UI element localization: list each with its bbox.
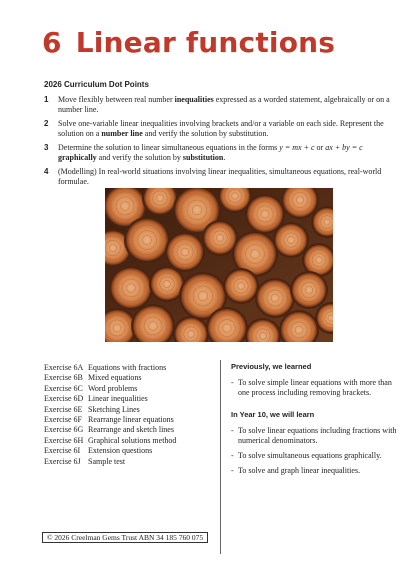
chapter-number: 6 — [42, 26, 62, 59]
copyright-footer: © 2026 Creelman Gems Trust ABN 34 185 760 075 — [42, 532, 208, 543]
column-divider — [220, 360, 221, 554]
chapter-title — [42, 26, 335, 59]
exercise-item — [44, 457, 176, 467]
timber-logs-illustration — [105, 188, 333, 342]
exercise-title: Sample test — [88, 456, 126, 466]
dot-point-number: 3 — [44, 143, 49, 152]
bullet-marker: - — [231, 378, 234, 387]
timber-logs-image — [105, 188, 333, 342]
learning-point-text: To solve and graph linear inequalities. — [238, 466, 361, 475]
bullet-marker: - — [231, 426, 234, 435]
dot-point-text — [58, 119, 396, 139]
exercise-list — [44, 363, 176, 467]
key-term: substitution — [182, 153, 224, 162]
equation-form: y = mx + c — [279, 143, 315, 152]
dot-point-item — [44, 119, 396, 139]
key-term: graphically — [58, 153, 97, 162]
previously-heading: Previously, we learned — [231, 362, 312, 371]
exercise-item — [44, 446, 176, 456]
learning-point — [231, 378, 399, 398]
learning-point-text: To solve linear equations including fractions with numerical denominators. — [238, 426, 397, 445]
exercise-item — [44, 373, 176, 383]
exercise-label: Exercise 6C — [44, 383, 83, 393]
dot-point-fragment: Determine the solution to linear simultaneous equations in the forms — [58, 143, 280, 152]
exercise-title: Extension questions — [88, 446, 153, 456]
learning-point-text: To solve simultaneous equations graphically. — [238, 451, 382, 460]
exercise-title: Word problems — [88, 383, 138, 393]
exercise-item — [44, 436, 176, 446]
dot-point-item — [44, 167, 396, 187]
curriculum-heading: 2026 Curriculum Dot Points — [44, 80, 149, 89]
dot-point-fragment: Move flexibly between real number — [58, 95, 175, 104]
curriculum-dot-points — [44, 95, 396, 191]
exercise-title: Linear inequalities — [88, 394, 148, 404]
exercise-title: Graphical solutions method — [88, 435, 177, 445]
dot-point-fragment: and verify the solution by substitution. — [142, 129, 269, 138]
dot-point-fragment: or — [314, 143, 326, 152]
exercise-item — [44, 363, 176, 373]
exercise-title: Equations with fractions — [88, 363, 167, 372]
dot-point-number: 1 — [44, 95, 49, 104]
dot-point-text — [58, 167, 396, 187]
exercise-item — [44, 415, 176, 425]
dot-point-fragment: expressed as a worded statement, algebraically or on a number line. — [58, 95, 390, 114]
equation-form: ax + by = c — [325, 143, 363, 152]
previously-list — [231, 378, 399, 398]
bullet-marker: - — [231, 451, 234, 460]
learning-point-text: To solve simple linear equations with more than one process including removing brackets. — [238, 378, 392, 397]
exercise-label: Exercise 6J — [44, 456, 81, 466]
exercise-label: Exercise 6F — [44, 415, 82, 425]
exercise-item — [44, 405, 176, 415]
dot-point-number: 2 — [44, 119, 49, 128]
dot-point-fragment: (Modelling) In real-world situations involving linear inequalities, simultaneous equations, real-world formulae. — [58, 167, 382, 186]
exercise-title: Rearrange linear equations — [88, 415, 174, 425]
dot-point-text — [58, 143, 396, 163]
exercise-item — [44, 425, 176, 435]
exercise-label: Exercise 6D — [44, 394, 84, 404]
dot-point-item — [44, 95, 396, 115]
bullet-marker: - — [231, 466, 234, 475]
exercise-label: Exercise 6B — [44, 373, 83, 383]
learning-point — [231, 451, 399, 461]
exercise-label: Exercise 6E — [44, 404, 83, 414]
exercise-item — [44, 394, 176, 404]
exercise-label: Exercise 6A — [44, 363, 84, 372]
dot-point-item — [44, 143, 396, 163]
dot-point-fragment: . — [223, 153, 226, 162]
dot-point-number: 4 — [44, 167, 49, 176]
exercise-title: Mixed equations — [88, 373, 142, 383]
learning-point — [231, 426, 399, 446]
dot-point-fragment: and verify the solution by — [96, 153, 183, 162]
exercise-label: Exercise 6I — [44, 446, 81, 456]
exercise-label: Exercise 6H — [44, 435, 84, 445]
exercise-title: Rearrange and sketch lines — [88, 425, 174, 435]
key-term: inequalities — [174, 95, 214, 104]
year10-list — [231, 426, 399, 476]
learning-point — [231, 466, 399, 476]
exercise-item — [44, 384, 176, 394]
exercise-title: Sketching Lines — [88, 404, 140, 414]
dot-point-fragment: Solve one-variable linear inequalities involving brackets and/or a variable on each side. Represent the solution on a — [58, 119, 384, 138]
year10-heading: In Year 10, we will learn — [231, 410, 315, 419]
exercise-label: Exercise 6G — [44, 425, 84, 435]
learning-summary — [231, 362, 399, 488]
chapter-name: Linear functions — [75, 26, 336, 59]
dot-point-text — [58, 95, 396, 115]
key-term: number line — [101, 129, 143, 138]
